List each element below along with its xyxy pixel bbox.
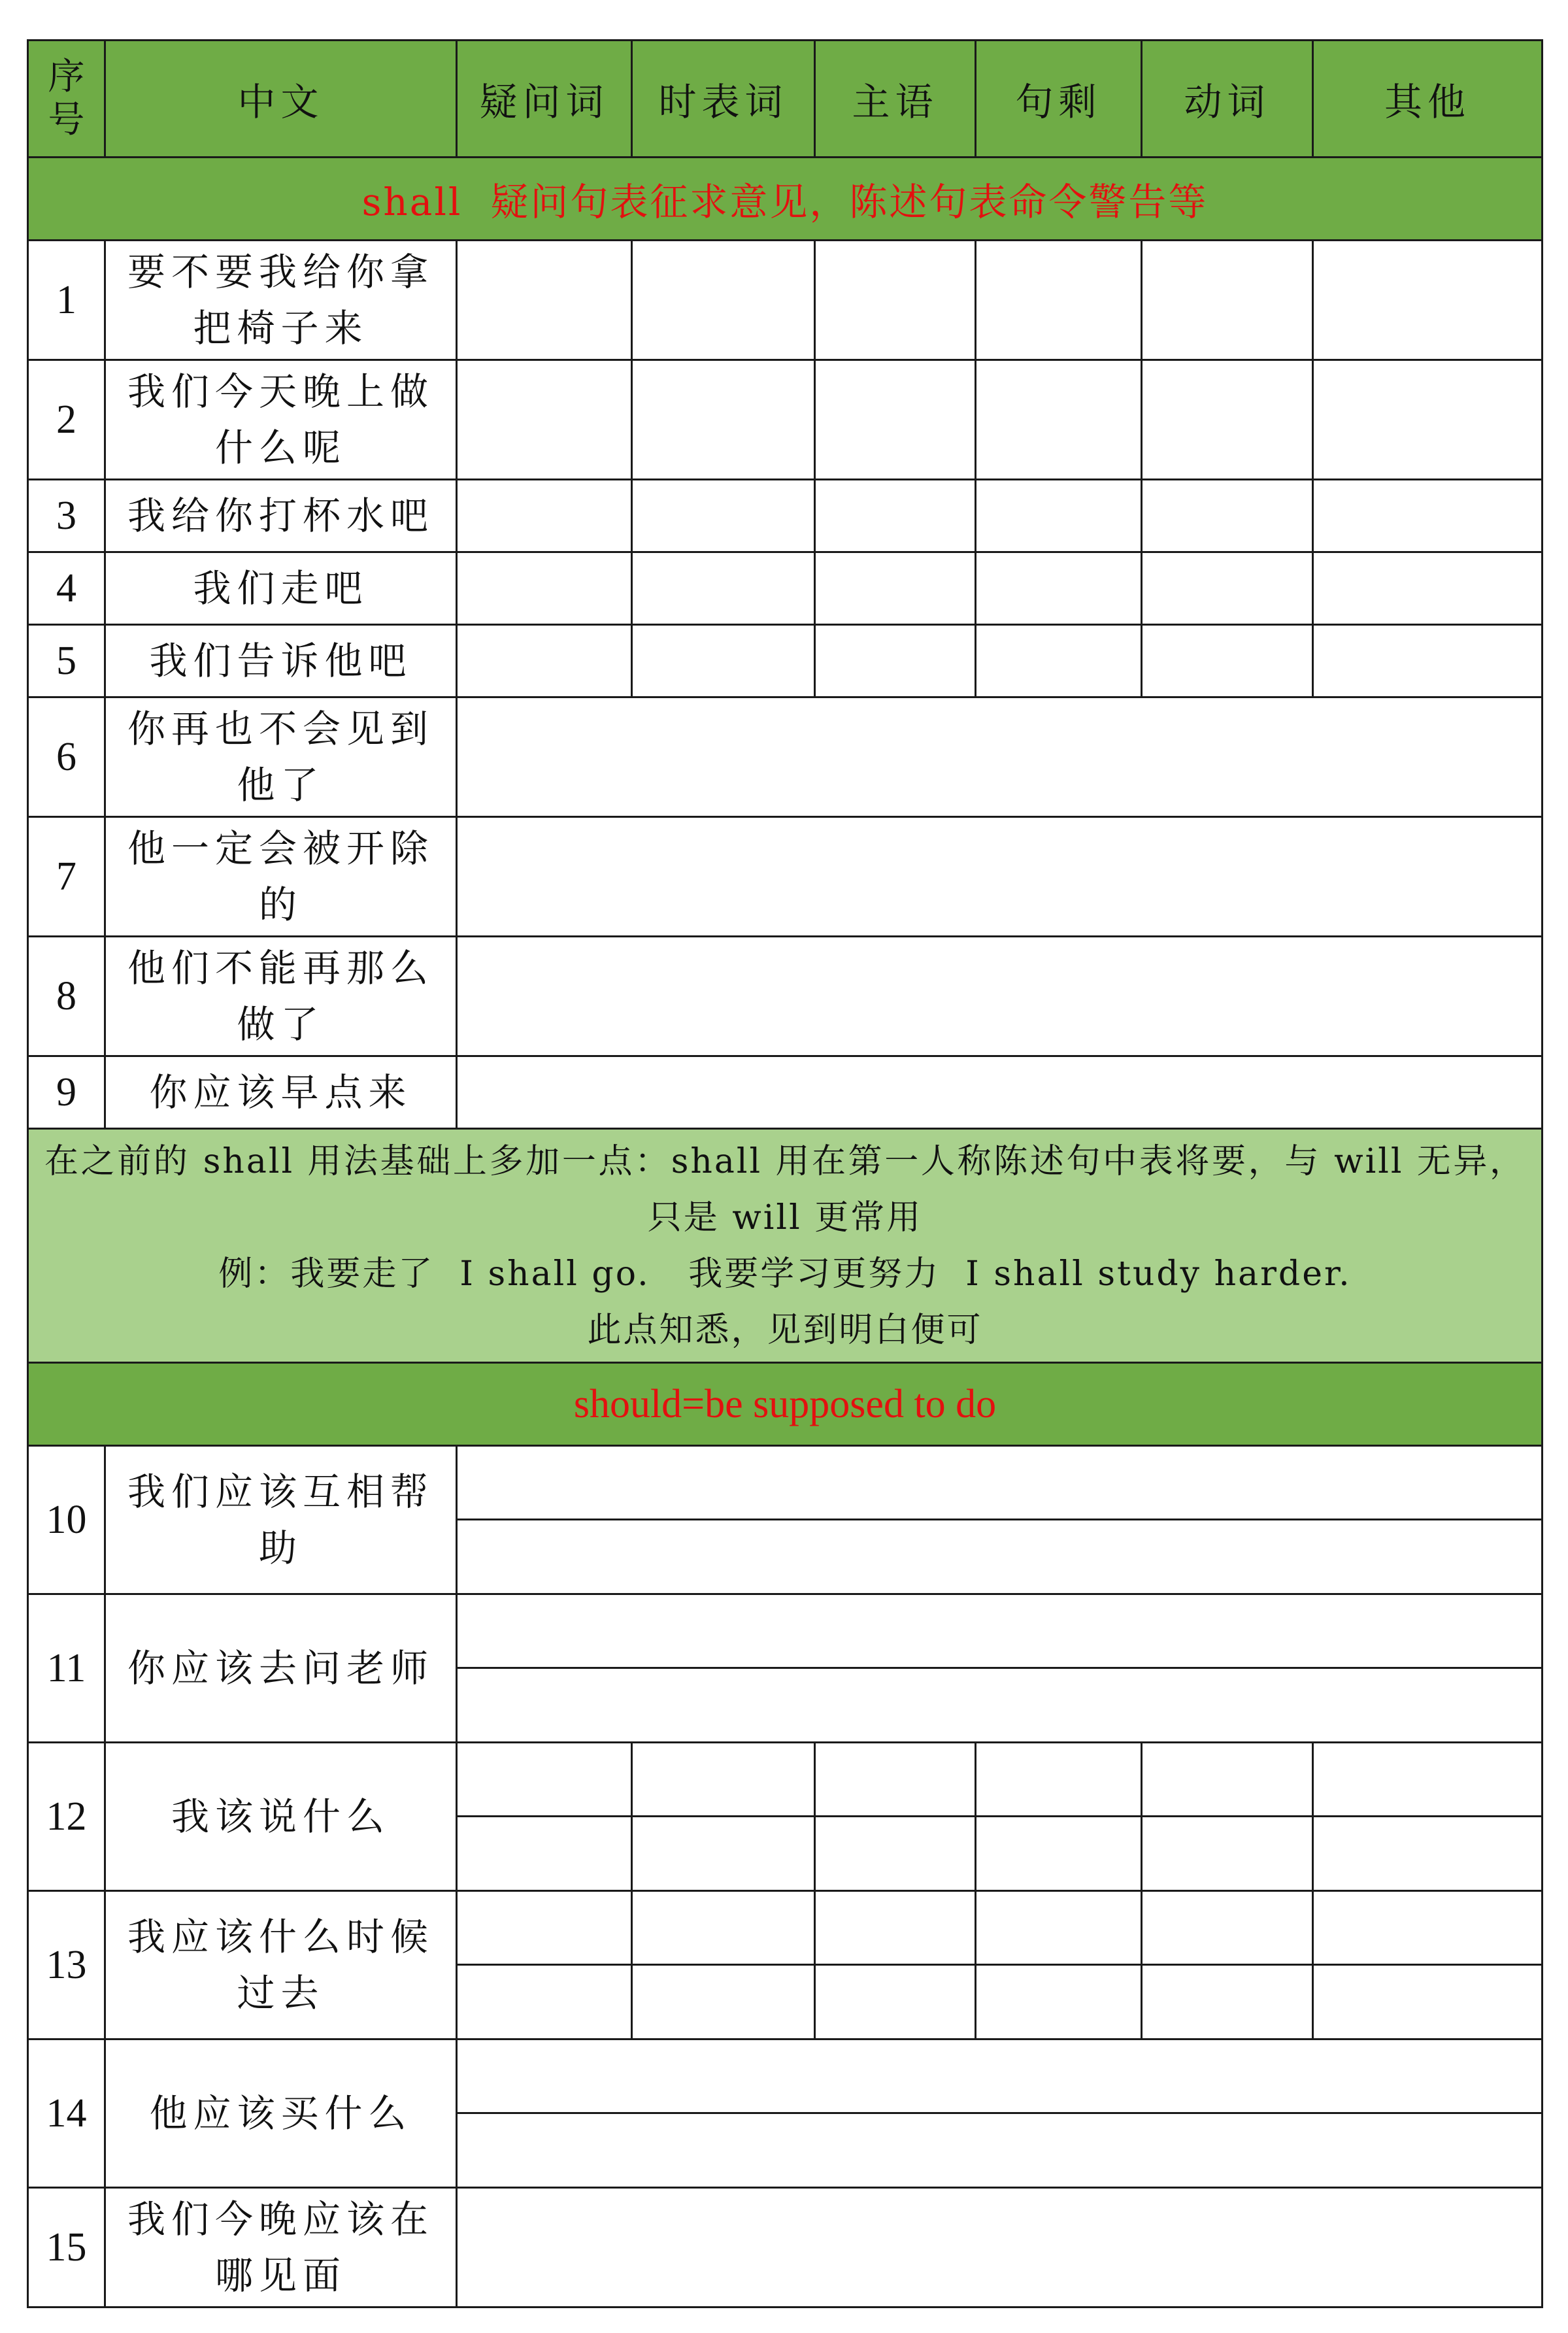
answer-cell[interactable] [457,1446,1543,1520]
row-chinese: 我应该什么时候过去 [105,1891,457,2039]
note-line-3: 此点知悉，见到明白便可 [587,1310,983,1350]
answer-cell[interactable] [457,2113,1543,2188]
answer-cell[interactable] [457,1520,1543,1594]
row-chinese: 我们应该互相帮助 [105,1446,457,1594]
answer-cell[interactable] [976,625,1142,697]
answer-cell[interactable] [1142,625,1313,697]
answer-cell[interactable] [1313,360,1543,480]
answer-cell[interactable] [632,1891,815,1965]
row-number: 11 [28,1594,105,1743]
answer-cell[interactable] [457,1965,632,2039]
row-chinese: 你应该去问老师 [105,1594,457,1743]
header-verb: 动词 [1142,41,1313,158]
table-row [28,2188,1543,2308]
answer-cell[interactable] [1313,1965,1543,2039]
answer-cell[interactable] [457,817,1543,937]
answer-cell[interactable] [815,1891,976,1965]
answer-cell[interactable] [632,625,815,697]
answer-cell[interactable] [457,625,632,697]
row-chinese: 他们不能再那么做了 [105,937,457,1056]
row-chinese: 他应该买什么 [105,2039,457,2188]
answer-cell[interactable] [457,697,1543,817]
answer-cell[interactable] [457,552,632,625]
header-question-word: 疑问词 [457,41,632,158]
answer-cell[interactable] [457,1817,632,1891]
answer-cell[interactable] [1142,1891,1313,1965]
table-row [28,817,1543,937]
row-number: 8 [28,937,105,1056]
answer-cell[interactable] [632,552,815,625]
row-chinese: 他一定会被开除的 [105,817,457,937]
row-number: 2 [28,360,105,480]
section-shall-row [28,158,1543,241]
answer-cell[interactable] [632,360,815,480]
row-chinese: 我们今天晚上做什么呢 [105,360,457,480]
answer-cell[interactable] [1142,1965,1313,2039]
table-row [28,1056,1543,1129]
section-shall-title: shall 疑问句表征求意见，陈述句表命令警告等 [28,158,1543,241]
header-chinese: 中文 [105,41,457,158]
table-row [28,937,1543,1056]
answer-cell[interactable] [457,360,632,480]
answer-cell[interactable] [815,552,976,625]
section-should-row [28,1363,1543,1446]
header-tense-word: 时表词 [632,41,815,158]
row-number: 9 [28,1056,105,1129]
row-number: 3 [28,480,105,552]
answer-cell[interactable] [1313,480,1543,552]
practice-table [27,39,1543,2308]
table-row [28,480,1543,552]
answer-cell[interactable] [457,1743,632,1817]
answer-cell[interactable] [976,241,1142,360]
row-number: 13 [28,1891,105,2039]
answer-cell[interactable] [632,1817,815,1891]
note-row [28,1129,1543,1363]
answer-cell[interactable] [1313,625,1543,697]
answer-cell[interactable] [1313,1891,1543,1965]
row-number: 6 [28,697,105,817]
row-chinese: 我给你打杯水吧 [105,480,457,552]
answer-cell[interactable] [815,1743,976,1817]
answer-cell[interactable] [1313,1743,1543,1817]
row-chinese: 我们告诉他吧 [105,625,457,697]
row-number: 1 [28,241,105,360]
answer-cell[interactable] [457,1891,632,1965]
row-chinese: 我该说什么 [105,1743,457,1891]
answer-cell[interactable] [457,937,1543,1056]
answer-cell[interactable] [1313,241,1543,360]
answer-cell[interactable] [1142,1743,1313,1817]
answer-cell[interactable] [815,1965,976,2039]
answer-cell[interactable] [1142,552,1313,625]
answer-cell[interactable] [1313,1817,1543,1891]
header-subject: 主语 [815,41,976,158]
answer-cell[interactable] [976,1891,1142,1965]
table-row [28,1446,1543,1520]
answer-cell[interactable] [1142,360,1313,480]
note-line-1: 在之前的 shall 用法基础上多加一点：shall 用在第一人称陈述句中表将要，与 will 无异，只是 will 更常用 [44,1141,1526,1237]
answer-cell[interactable] [457,2188,1543,2308]
row-chinese: 你再也不会见到他了 [105,697,457,817]
row-chinese: 要不要我给你拿把椅子来 [105,241,457,360]
answer-cell[interactable] [1142,1817,1313,1891]
table-row [28,697,1543,817]
note-line-2: 例：我要走了 I shall go. 我要学习更努力 I shall study harder. [218,1254,1352,1294]
answer-cell[interactable] [815,1817,976,1891]
row-number: 10 [28,1446,105,1594]
row-number: 7 [28,817,105,937]
row-number: 15 [28,2188,105,2308]
answer-cell[interactable] [1313,552,1543,625]
answer-cell[interactable] [457,1056,1543,1129]
table-row [28,625,1543,697]
answer-cell[interactable] [815,480,976,552]
header-other: 其他 [1313,41,1543,158]
table-row [28,2039,1543,2113]
answer-cell[interactable] [976,1817,1142,1891]
answer-cell[interactable] [976,1743,1142,1817]
answer-cell[interactable] [457,1668,1543,1743]
answer-cell[interactable] [976,552,1142,625]
header-rest: 句剩 [976,41,1142,158]
answer-cell[interactable] [632,1965,815,2039]
table-row [28,360,1543,480]
table-row [28,1891,1543,1965]
section-should-title: should=be supposed to do [28,1363,1543,1446]
shall-note [28,1129,1543,1363]
table-row [28,552,1543,625]
header-seq: 序号 [28,41,105,158]
answer-cell[interactable] [632,480,815,552]
row-chinese: 你应该早点来 [105,1056,457,1129]
answer-cell[interactable] [632,1743,815,1817]
answer-cell[interactable] [1142,480,1313,552]
answer-cell[interactable] [815,625,976,697]
row-number: 12 [28,1743,105,1891]
answer-cell[interactable] [815,241,976,360]
answer-cell[interactable] [457,2039,1543,2113]
table-row [28,241,1543,360]
header-row [28,41,1543,158]
row-chinese: 我们今晚应该在哪见面 [105,2188,457,2308]
answer-cell[interactable] [457,241,632,360]
answer-cell[interactable] [457,480,632,552]
answer-cell[interactable] [632,241,815,360]
row-number: 5 [28,625,105,697]
table-row [28,1743,1543,1817]
row-number: 14 [28,2039,105,2188]
answer-cell[interactable] [976,480,1142,552]
table-row [28,1594,1543,1668]
answer-cell[interactable] [457,1594,1543,1668]
answer-cell[interactable] [976,360,1142,480]
row-number: 4 [28,552,105,625]
answer-cell[interactable] [815,360,976,480]
answer-cell[interactable] [976,1965,1142,2039]
row-chinese: 我们走吧 [105,552,457,625]
answer-cell[interactable] [1142,241,1313,360]
